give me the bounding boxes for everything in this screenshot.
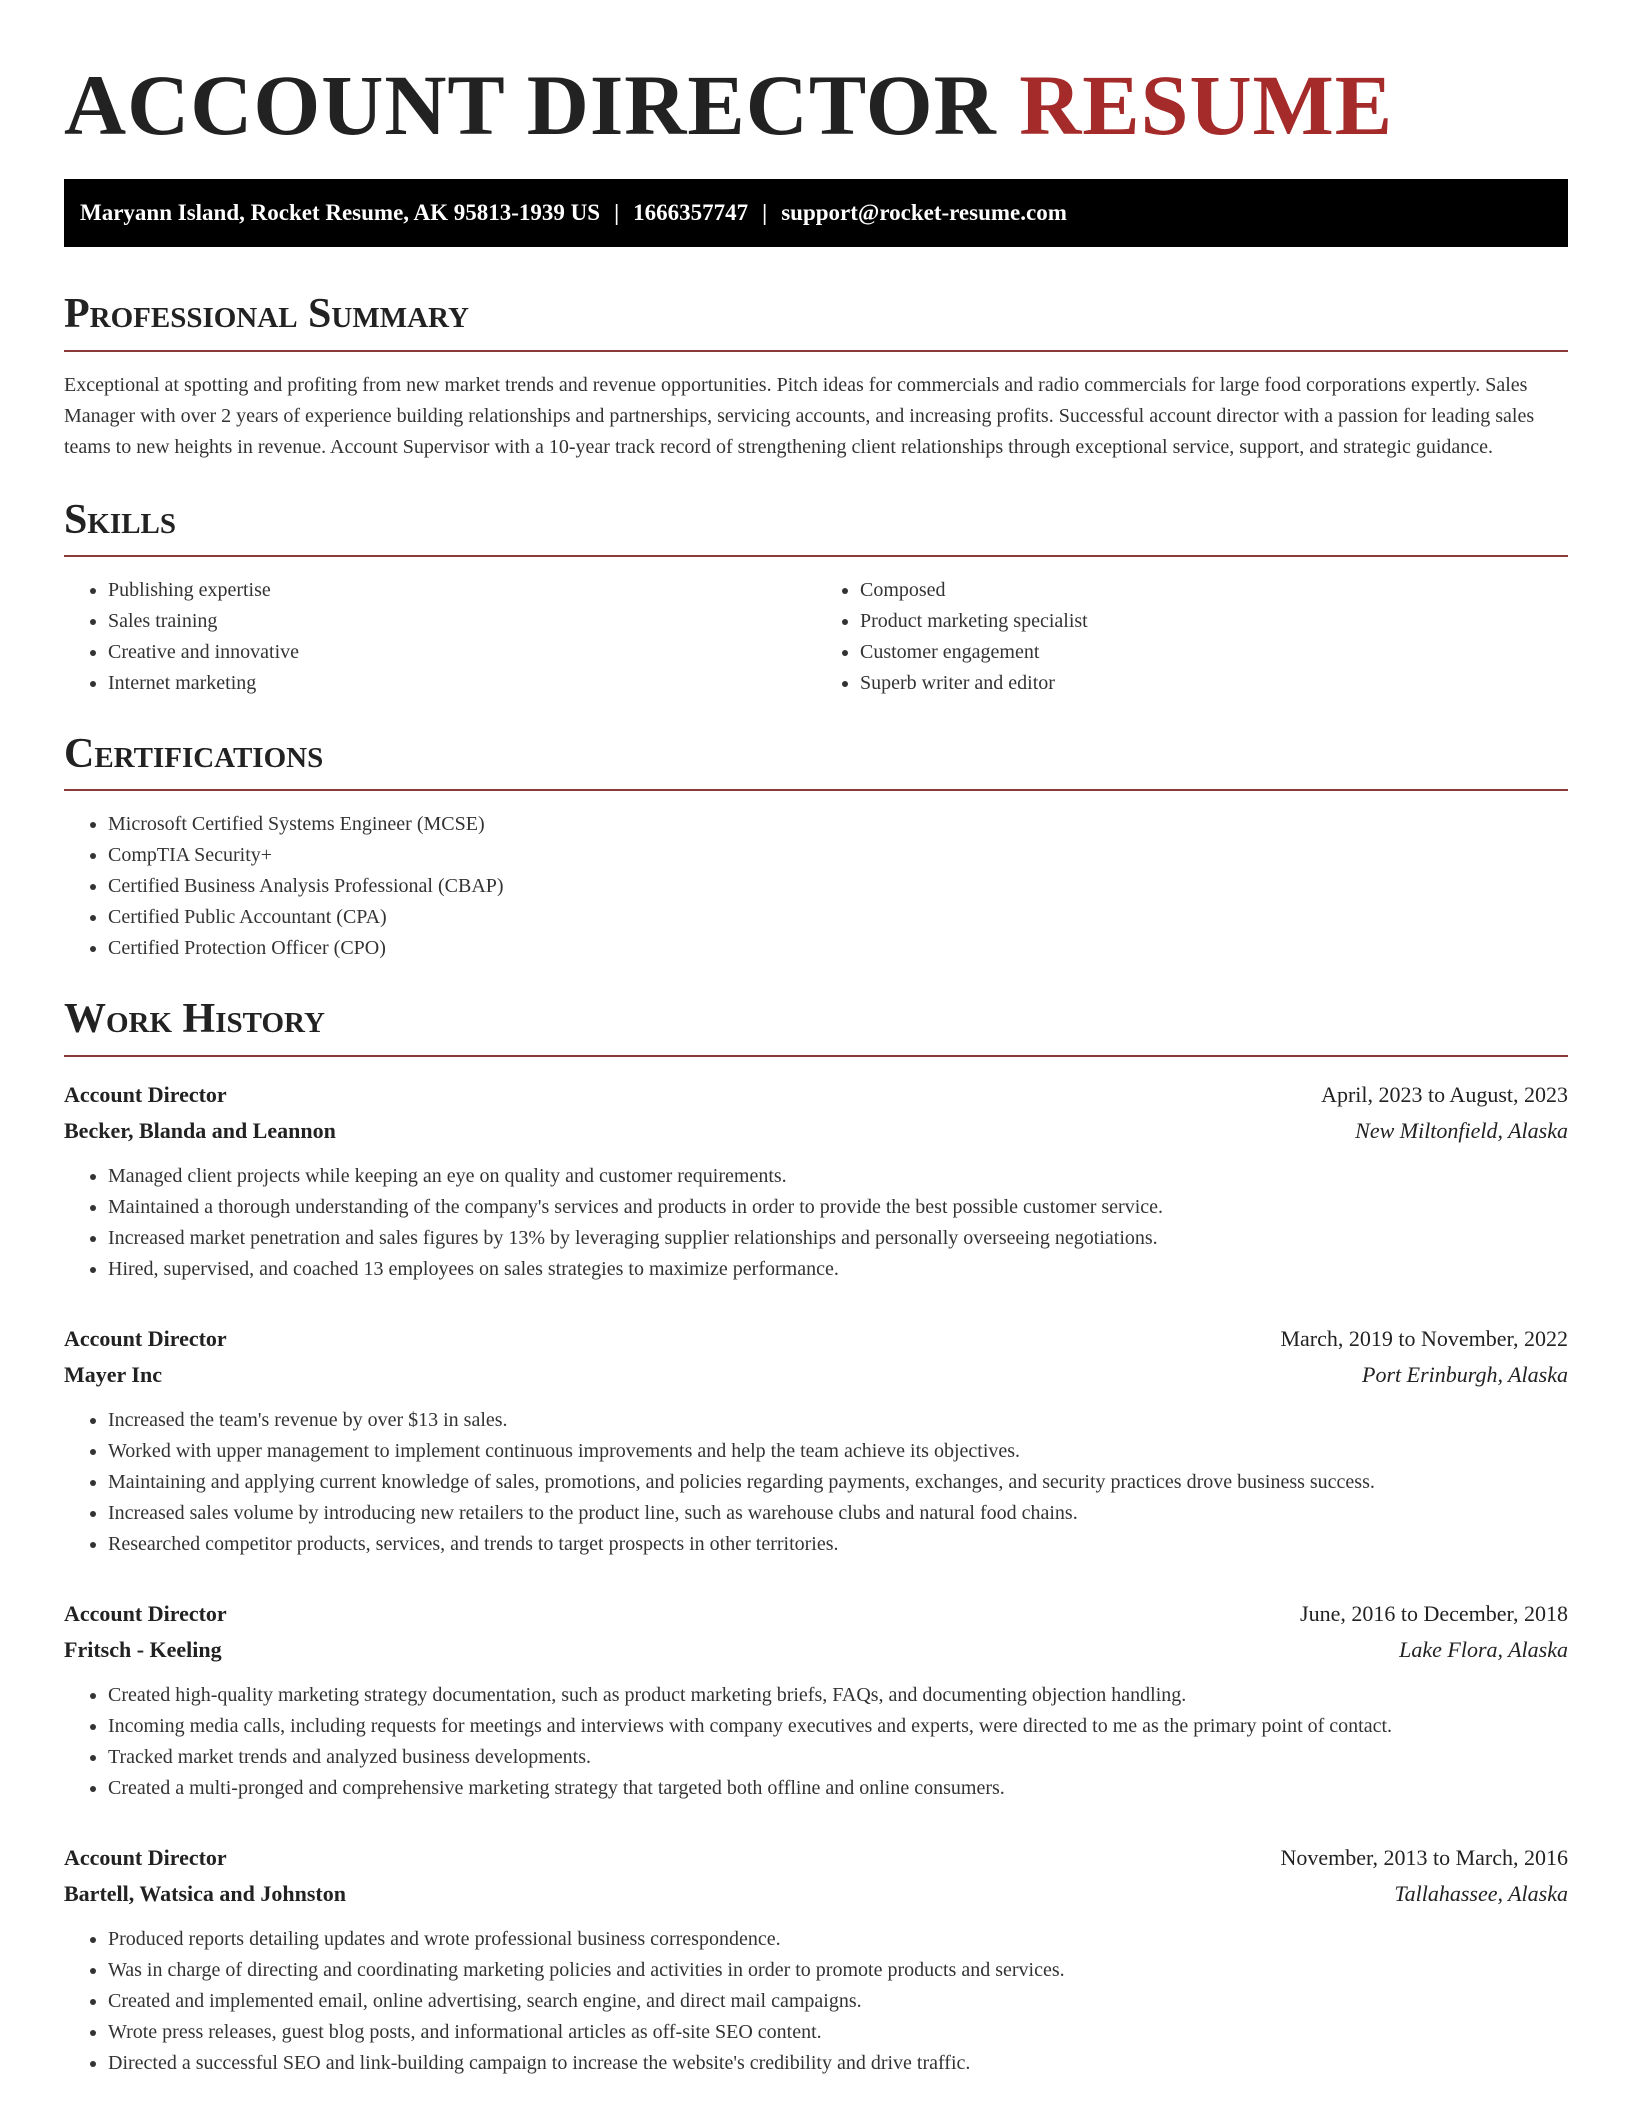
- job-entry: [64, 1596, 1568, 1804]
- job-dates: June, 2016 to December, 2018: [1300, 1600, 1568, 1626]
- job-company: Bartell, Watsica and Johnston: [64, 1880, 346, 1906]
- certifications-heading: Certifications: [64, 729, 1568, 791]
- job-bullets: [64, 1161, 1568, 1285]
- job-title: Account Director: [64, 1325, 227, 1351]
- job-bullet: • Worked with upper management to implement continuous improvements and help the team achieve its objectives.: [108, 1436, 1568, 1467]
- job-bullet: • Managed client projects while keeping an eye on quality and customer requirements.: [108, 1161, 1568, 1192]
- job-entry: [64, 1077, 1568, 1285]
- skills-list-left: [64, 575, 816, 699]
- skills-section: [64, 495, 1568, 699]
- skill-item: • Internet marketing: [108, 668, 816, 699]
- job-bullet: • Created and implemented email, online advertising, search engine, and direct mail campaigns.: [108, 1986, 1568, 2017]
- job-company-row: [64, 1876, 1568, 1912]
- job-title-row: [64, 1077, 1568, 1113]
- certification-item: • Certified Business Analysis Professional (CBAP): [108, 871, 1568, 902]
- summary-heading: Professional Summary: [64, 289, 1568, 351]
- job-company-row: [64, 1632, 1568, 1668]
- job-bullet: • Tracked market trends and analyzed business developments.: [108, 1742, 1568, 1773]
- job-title-row: [64, 1321, 1568, 1357]
- contact-address: Maryann Island, Rocket Resume, AK 95813-1939 US: [80, 200, 601, 226]
- job-bullet: • Increased the team's revenue by over $13 in sales.: [108, 1405, 1568, 1436]
- job-company-row: [64, 1113, 1568, 1149]
- certifications-section: [64, 729, 1568, 964]
- certification-item: • Microsoft Certified Systems Engineer (MCSE): [108, 809, 1568, 840]
- job-company: Becker, Blanda and Leannon: [64, 1117, 336, 1143]
- title-accent: RESUME: [1019, 57, 1394, 153]
- job-bullet: • Incoming media calls, including requests for meetings and interviews with company executives and experts, were directed to me as the primary point of contact.: [108, 1711, 1568, 1742]
- job-company: Mayer Inc: [64, 1361, 162, 1387]
- job-dates: November, 2013 to March, 2016: [1280, 1844, 1568, 1870]
- skill-item: • Publishing expertise: [108, 575, 816, 606]
- contact-separator: |: [614, 200, 620, 226]
- skills-columns: [64, 557, 1568, 699]
- job-title-row: [64, 1596, 1568, 1632]
- job-location: New Miltonfield, Alaska: [1355, 1117, 1568, 1143]
- certifications-list: [64, 809, 1568, 964]
- job-bullet: • Created high-quality marketing strategy documentation, such as product marketing briefs, FAQs, and documenting objection handling.: [108, 1680, 1568, 1711]
- job-bullet: • Wrote press releases, guest blog posts, and informational articles as off-site SEO content.: [108, 2017, 1568, 2048]
- work-history-section: [64, 994, 1568, 2078]
- summary-section: [64, 289, 1568, 462]
- job-title: Account Director: [64, 1081, 227, 1107]
- certification-item: • CompTIA Security+: [108, 840, 1568, 871]
- job-entry: [64, 1321, 1568, 1560]
- job-bullet: • Researched competitor products, services, and trends to target prospects in other territories.: [108, 1529, 1568, 1560]
- contact-email[interactable]: support@rocket-resume.com: [781, 200, 1067, 226]
- skill-item: • Sales training: [108, 606, 816, 637]
- job-bullets: [64, 1680, 1568, 1804]
- job-bullet: • Directed a successful SEO and link-building campaign to increase the website's credibility and drive traffic.: [108, 2048, 1568, 2079]
- job-company-row: [64, 1357, 1568, 1393]
- resume-title: [64, 54, 1568, 157]
- job-bullets: [64, 1924, 1568, 2079]
- job-location: Lake Flora, Alaska: [1399, 1636, 1568, 1662]
- work-history-heading: Work History: [64, 994, 1568, 1056]
- job-bullet: • Increased market penetration and sales figures by 13% by leveraging supplier relationships and personally overseeing negotiations.: [108, 1223, 1568, 1254]
- certification-item: • Certified Protection Officer (CPO): [108, 933, 1568, 964]
- skills-list-right: [816, 575, 1568, 699]
- skills-heading: Skills: [64, 495, 1568, 557]
- job-dates: March, 2019 to November, 2022: [1280, 1325, 1568, 1351]
- job-bullet: • Was in charge of directing and coordinating marketing policies and activities in order to promote products and services.: [108, 1955, 1568, 1986]
- job-title: Account Director: [64, 1600, 227, 1626]
- contact-separator: |: [762, 200, 768, 226]
- job-bullet: • Hired, supervised, and coached 13 employees on sales strategies to maximize performance.: [108, 1254, 1568, 1285]
- summary-text: Exceptional at spotting and profiting from new market trends and revenue opportunities. Pitch ideas for commercials and radio commercials for large food corporations expertly. Sales Manager with over 2 years of experience building relationships and partnerships, servicing accounts, and increasing profits. Successful account director with a passion for leading sales teams to new heights in revenue. Account Supervisor with a 10-year track record of strengthening client relationships through exceptional service, support, and strategic guidance.: [64, 373, 1535, 458]
- skill-item: • Composed: [860, 575, 1568, 606]
- job-bullet: • Increased sales volume by introducing new retailers to the product line, such as warehouse clubs and natural food chains.: [108, 1498, 1568, 1529]
- job-company: Fritsch - Keeling: [64, 1636, 222, 1662]
- job-bullet: • Maintaining and applying current knowledge of sales, promotions, and policies regarding payments, exchanges, and security practices drove business success.: [108, 1467, 1568, 1498]
- skill-item: • Creative and innovative: [108, 637, 816, 668]
- job-dates: April, 2023 to August, 2023: [1321, 1081, 1568, 1107]
- skill-item: • Product marketing specialist: [860, 606, 1568, 637]
- certification-item: • Certified Public Accountant (CPA): [108, 902, 1568, 933]
- job-location: Tallahassee, Alaska: [1394, 1880, 1568, 1906]
- title-main: ACCOUNT DIRECTOR: [64, 57, 997, 153]
- contact-bar: [64, 179, 1568, 247]
- job-entry: [64, 1840, 1568, 2079]
- job-bullet: • Created a multi-pronged and comprehensive marketing strategy that targeted both offline and online consumers.: [108, 1773, 1568, 1804]
- skill-item: • Superb writer and editor: [860, 668, 1568, 699]
- job-bullet: • Maintained a thorough understanding of the company's services and products in order to provide the best possible customer service.: [108, 1192, 1568, 1223]
- job-title-row: [64, 1840, 1568, 1876]
- job-location: Port Erinburgh, Alaska: [1362, 1361, 1568, 1387]
- job-bullets: [64, 1405, 1568, 1560]
- skill-item: • Customer engagement: [860, 637, 1568, 668]
- job-title: Account Director: [64, 1844, 227, 1870]
- contact-phone[interactable]: 1666357747: [633, 200, 749, 226]
- job-bullet: • Produced reports detailing updates and wrote professional business correspondence.: [108, 1924, 1568, 1955]
